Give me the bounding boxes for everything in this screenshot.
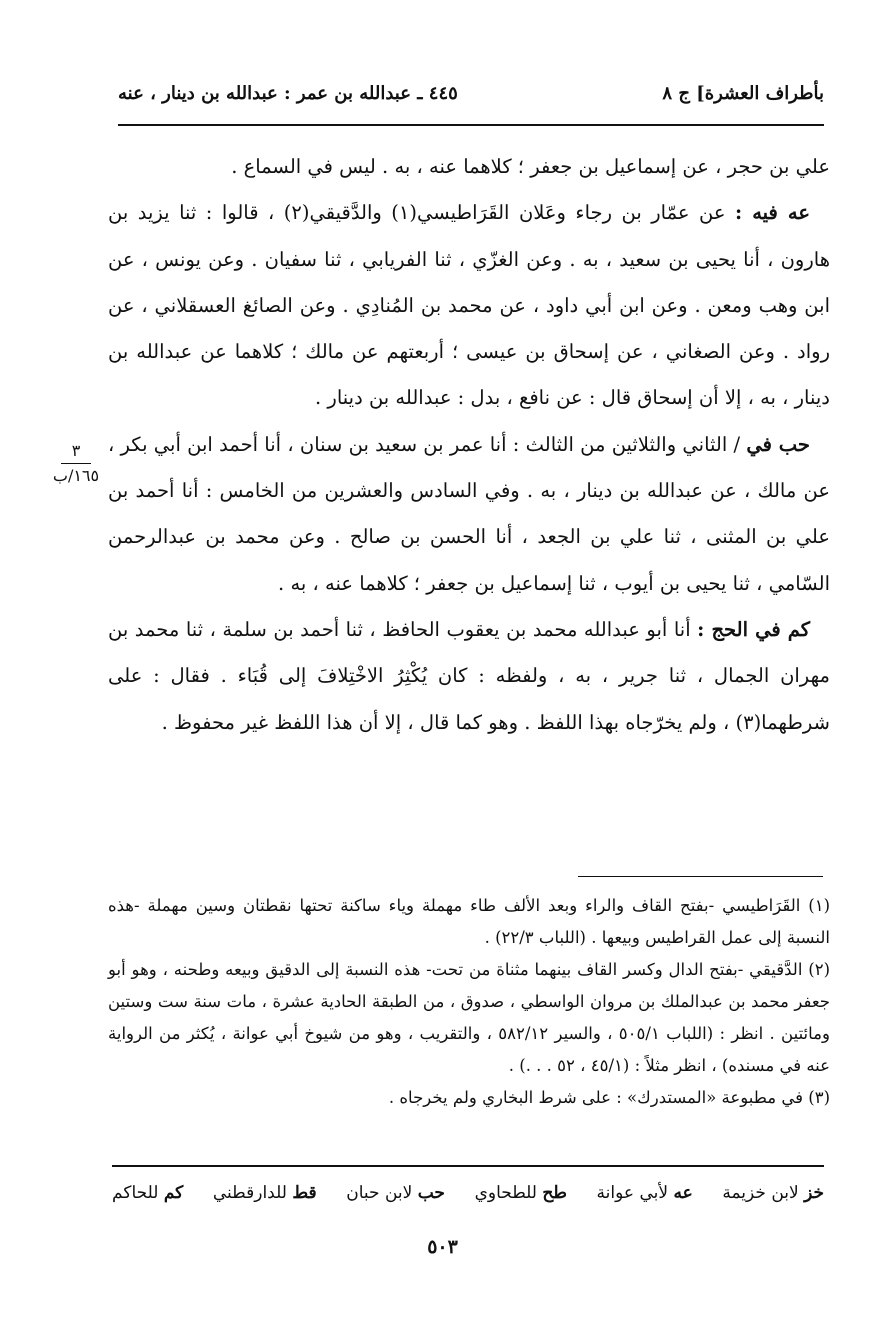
source-siglum-hb: حب في xyxy=(746,432,810,456)
margin-note-number: ٣ xyxy=(71,441,81,460)
abbrev-item: عه لأبي عوانة xyxy=(596,1183,693,1203)
abbreviations-legend xyxy=(112,1180,824,1206)
paragraph-4-text: أنا أبو عبدالله محمد بن يعقوب الحافظ ، ثنا أحمد بن سلمة ، ثنا محمد بن مهران الجمال ، ثنا جرير ، به ، ولفظه : كان يُكْثِرُ الاخْتِلافَ إلى قُبَاء . فقال : على شرطهما(٣) ، ولم يخرّجاه بهذا اللفظ . وهو كما قال ، إلا أن هذا اللفظ غير محفوظ . xyxy=(108,617,830,734)
paragraph-2-text: عن عمّار بن رجاء وعَلان القَرَاطيسي(١) والدَّقيقي(٢) ، قالوا : ثنا يزيد بن هارون ، أنا يحيى بن سعيد ، به . وعن الغزّي ، ثنا الفريابي ، ثنا سفيان . وعن يونس ، عن ابن وهب ومعن . وعن ابن أبي داود ، عن محمد بن المُنادِي . وعن الصائغ العسقلاني ، عن رواد . وعن الصغاني ، عن إسحاق بن عيسى ؛ أربعتهم عن مالك ؛ كلاهما عن عبدالله بن دينار ، به ، إلا أن إسحاق قال : عن نافع ، بدل : عبدالله بن دينار . xyxy=(108,201,830,410)
abbrev-item: كم للحاكم xyxy=(112,1183,184,1203)
abbrev-item: طح للطحاوي xyxy=(474,1183,567,1203)
margin-note-rule xyxy=(61,463,91,464)
paragraph-3 xyxy=(108,422,830,607)
margin-folio-note xyxy=(44,440,108,487)
header-chapter-title: ٤٤٥ ـ عبدالله بن عمر : عبدالله بن دينار ، عنه xyxy=(118,82,458,104)
paragraph-2 xyxy=(108,190,830,421)
footnote-1: (١) القَرَاطيسي -بفتح القاف والراء وبعد الألف طاء مهملة وياء ساكنة تحتها نقطتان وسين مهملة -هذه النسبة إلى عمل القراطيس وبيعها . (اللباب ٢٢/٣) . xyxy=(108,896,830,947)
footnotes xyxy=(108,890,830,1114)
footnote-3: (٣) في مطبوعة «المستدرك» : على شرط البخاري ولم يخرجاه . xyxy=(388,1088,830,1107)
margin-note-folio: ١٦٥/ب xyxy=(52,466,100,485)
header-book-title: بأطراف العشرة] ج ٨ xyxy=(662,82,824,104)
source-siglum-ah: عه فيه : xyxy=(734,201,811,225)
main-text xyxy=(108,144,830,746)
paragraph-3-text: / الثاني والثلاثين من الثالث : أنا عمر بن سعيد بن سنان ، أنا أحمد ابن أبي بكر ، عن مالك ، عن عبدالله بن دينار ، به . وفي السادس والعشرين من الخامس : أنا أحمد بن علي بن المثنى ، ثنا علي بن الجعد ، أنا الحسن بن صالح . وعن محمد بن عبدالرحمن السّامي ، ثنا يحيى بن أيوب ، ثنا إسماعيل بن جعفر ؛ كلاهما عنه ، به . xyxy=(108,432,830,595)
paragraph-4 xyxy=(108,607,830,746)
abbrev-item: قط للدارقطني xyxy=(212,1183,317,1203)
running-header xyxy=(118,78,824,108)
page-number: ٥٠٣ xyxy=(427,1236,458,1258)
abbreviations-rule xyxy=(112,1165,824,1167)
footnote-2: (٢) الدَّقيقي -بفتح الدال وكسر القاف بينهما مثناة من تحت- هذه النسبة إلى الدقيق وبيعه وطحنه ، وهو أبو جعفر محمد بن عبدالملك بن مروان الواسطي ، صدوق ، من الطبقة الحادية عشرة ، مات سنة ست وستين ومائتين . انظر : (اللباب ٥٠٥/١ ، والسير ٥٨٢/١٢ ، والتقريب ، وهو من شيوخ أبي عوانة ، يُكثر من الرواية عنه في مسنده) ، انظر مثلاً : (٤٥/١ ، ٥٢ . . .) . xyxy=(108,960,830,1075)
abbrev-item: حب لابن حبان xyxy=(346,1183,445,1203)
paragraph-1: علي بن حجر ، عن إسماعيل بن جعفر ؛ كلاهما عنه ، به . ليس في السماع . xyxy=(231,155,830,178)
header-rule xyxy=(118,124,824,126)
source-siglum-km: كم في الحج : xyxy=(697,617,811,641)
abbrev-item: خز لابن خزيمة xyxy=(722,1183,824,1203)
footnote-separator xyxy=(578,876,823,877)
